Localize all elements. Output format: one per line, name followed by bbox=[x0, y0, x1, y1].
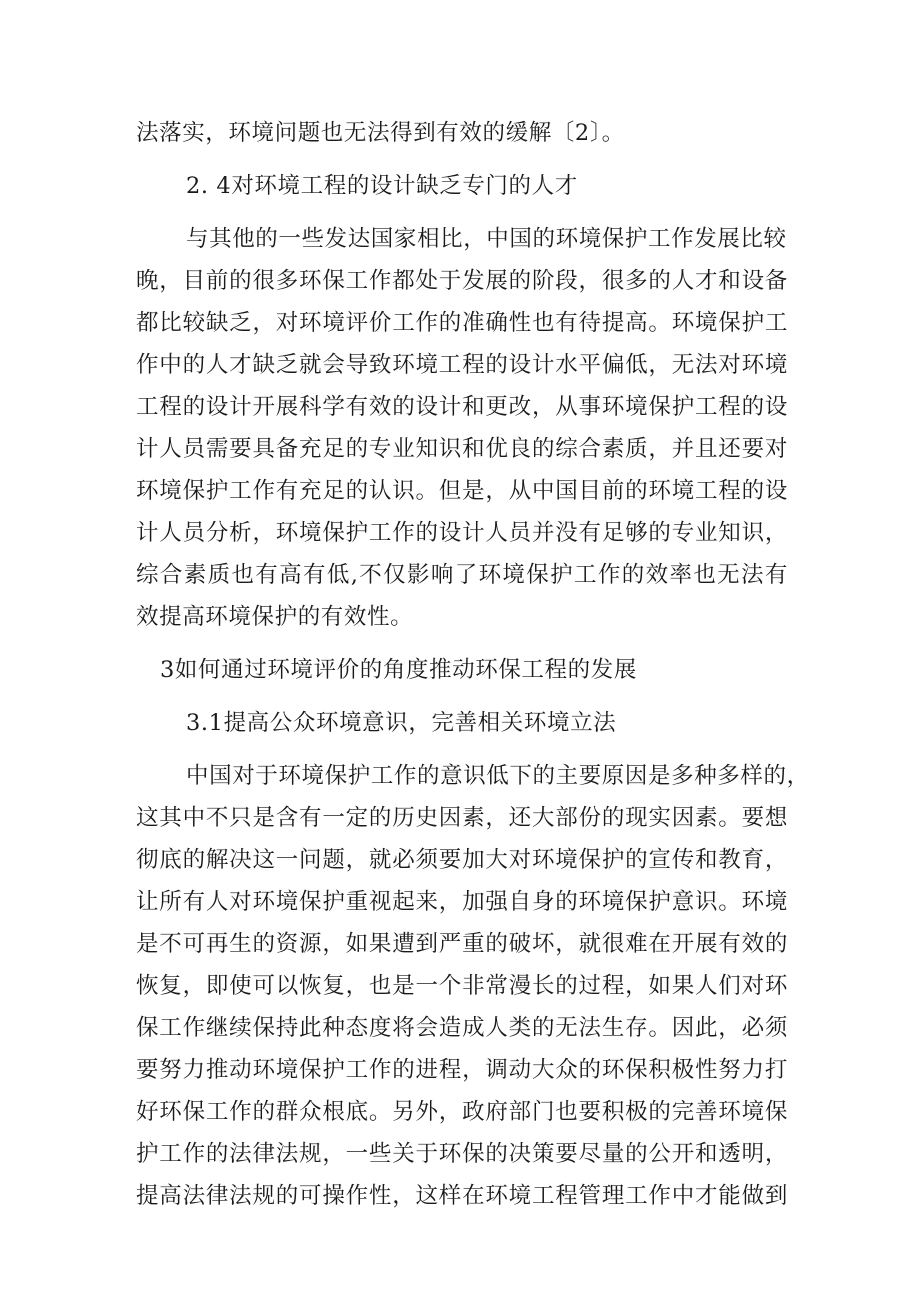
paragraph-3-1-line: 提高法律法规的可操作性，这样在环境工程管理工作中才能做到 bbox=[136, 1183, 788, 1209]
paragraph-3-1-line: 恢复，即使可以恢复，也是一个非常漫长的过程，如果人们对环 bbox=[136, 973, 788, 999]
section-heading-3-1: 3.1提高公众环境意识，完善相关环境立法 bbox=[186, 710, 617, 736]
paragraph-2-4-line: 计人员需要具备充足的专业知识和优良的综合素质，并且还要对 bbox=[136, 436, 788, 462]
paragraph-2-4-line: 作中的人才缺乏就会导致环境工程的设计水平偏低，无法对环境 bbox=[136, 352, 788, 378]
paragraph-3-1-line: 这其中不只是含有一定的历史因素，还大部份的现实因素。要想 bbox=[136, 805, 788, 831]
paragraph-2-4-line: 晚，目前的很多环保工作都处于发展的阶段，很多的人才和设备 bbox=[136, 268, 788, 294]
paragraph-3-1-line: 好环保工作的群众根底。另外，政府部门也要积极的完善环境保 bbox=[136, 1099, 788, 1125]
paragraph-3-1-line: 要努力推动环境保护工作的进程，调动大众的环保积极性努力打 bbox=[136, 1057, 788, 1083]
section-heading-2-4: 2. 4对环境工程的设计缺乏专门的人才 bbox=[186, 173, 578, 199]
paragraph-3-1-line: 彻底的解决这一问题，就必须要加大对环境保护的宣传和教育， bbox=[136, 847, 788, 873]
paragraph-3-1-line: 是不可再生的资源，如果遭到严重的破坏，就很难在开展有效的 bbox=[136, 931, 788, 957]
paragraph-3-1-line: 保工作继续保持此种态度将会造成人类的无法生存。因此，必须 bbox=[136, 1015, 788, 1041]
paragraph-top-line: 法落实，环境问题也无法得到有效的缓解〔2〕。 bbox=[136, 120, 625, 146]
section-heading-3: 3如何通过环境评价的角度推动环保工程的发展 bbox=[160, 657, 637, 683]
paragraph-3-1-line: 护工作的法律法规，一些关于环保的决策要尽量的公开和透明， bbox=[136, 1141, 788, 1167]
paragraph-2-4-line: 都比较缺乏，对环境评价工作的准确性也有待提高。环境保护工 bbox=[136, 310, 788, 336]
paragraph-2-4-line: 环境保护工作有充足的认识。但是，从中国目前的环境工程的设 bbox=[136, 478, 788, 504]
paragraph-2-4-line: 计人员分析，环境保护工作的设计人员并没有足够的专业知识， bbox=[136, 520, 788, 546]
paragraph-2-4-line: 与其他的一些发达国家相比，中国的环境保护工作发展比较 bbox=[186, 226, 787, 252]
paragraph-3-1-line: 中国对于环境保护工作的意识低下的主要原因是多种多样的， bbox=[186, 763, 810, 789]
paragraph-3-1-line: 让所有人对环境保护重视起来，加强自身的环境保护意识。环境 bbox=[136, 889, 788, 915]
paragraph-2-4-line: 效提高环境保护的有效性。 bbox=[136, 604, 414, 630]
paragraph-2-4-line: 工程的设计开展科学有效的设计和更改，从事环境保护工程的设 bbox=[136, 394, 788, 420]
paragraph-2-4-line: 综合素质也有高有低,不仅影响了环境保护工作的效率也无法有 bbox=[136, 562, 788, 588]
